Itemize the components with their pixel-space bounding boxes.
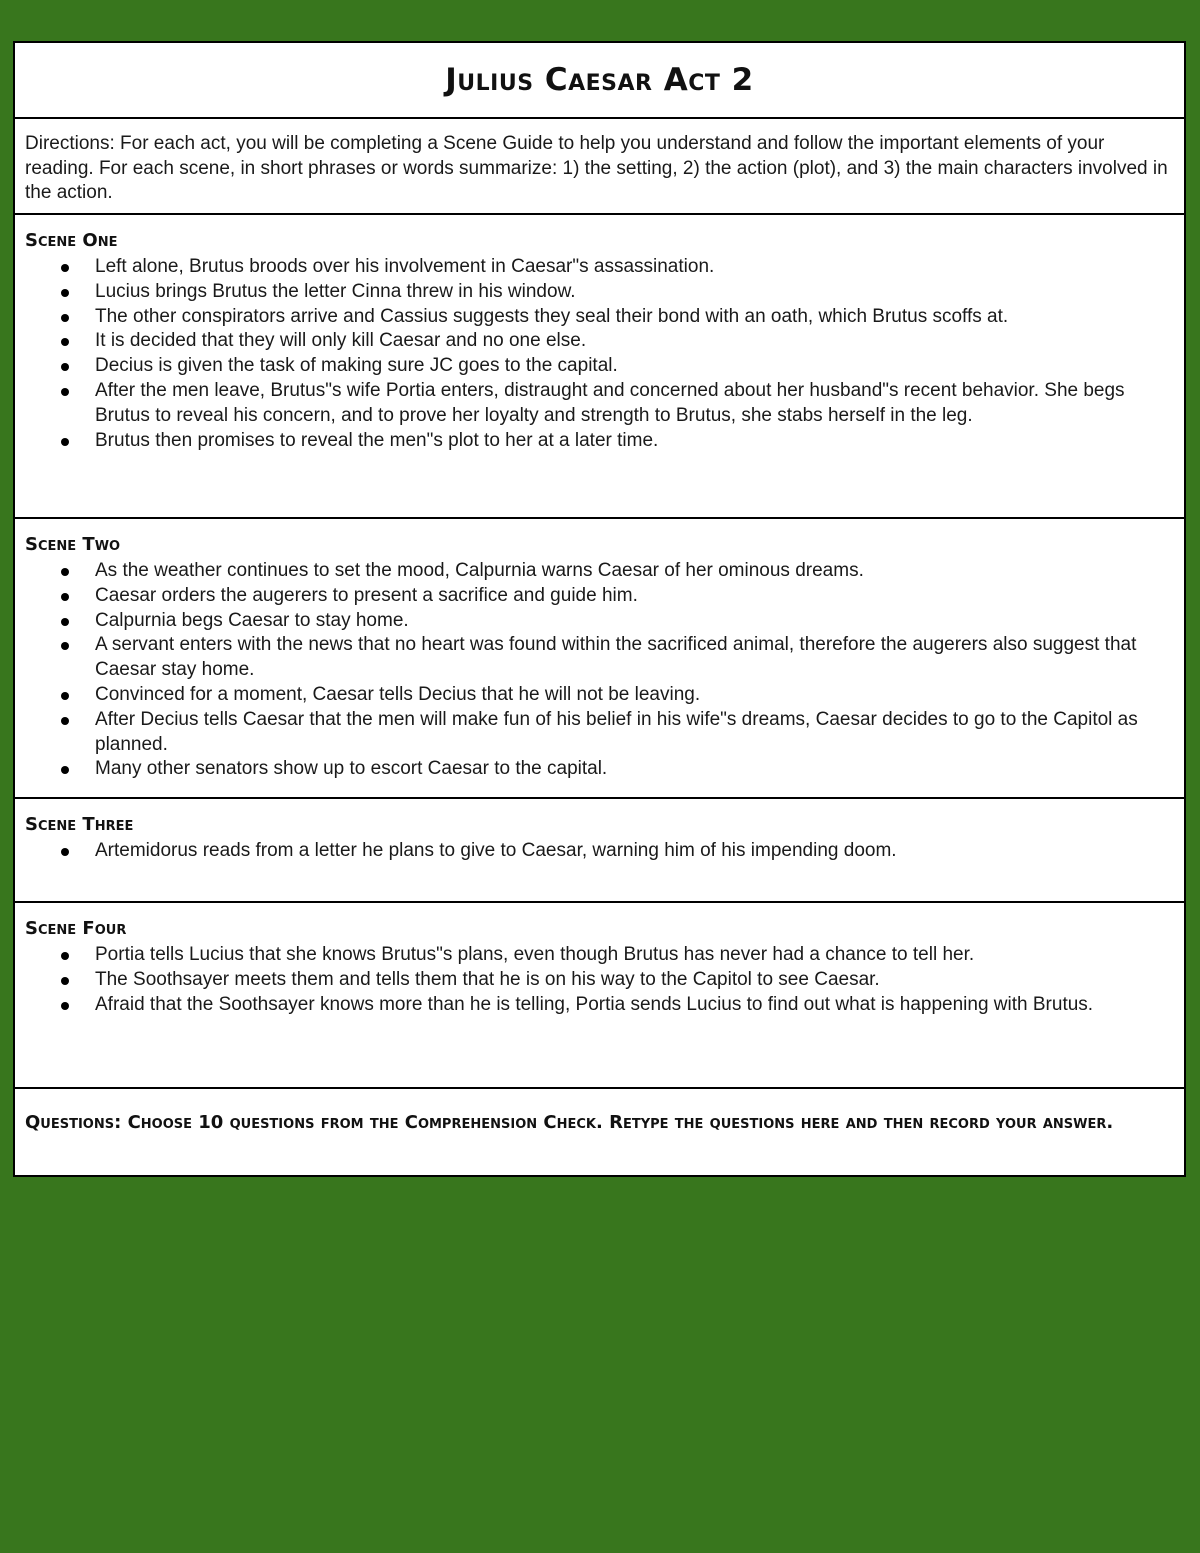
title-row	[15, 43, 1184, 119]
list-item	[95, 329, 1172, 354]
bullet-icon	[61, 952, 69, 960]
list-item-text: Artemidorus reads from a letter he plans to give to Caesar, warning him of his impending doom.	[95, 840, 897, 861]
bullet-icon	[61, 977, 69, 985]
scene-guide-sheet	[13, 41, 1186, 1177]
list-item-text: A servant enters with the news that no heart was found within the sacrificed animal, therefore the augerers also suggest that Caesar stay home.	[95, 634, 1137, 681]
scene-heading: Scene Four	[25, 918, 127, 939]
list-item-text: After the men leave, Brutus"s wife Portia enters, distraught and concerned about her husband"s recent behavior. She begs Brutus to reveal his concern, and to prove her loyalty and strength to Brutus, she stabs herself in the leg.	[95, 379, 1125, 426]
scene-four-section	[15, 903, 1184, 1089]
list-item	[95, 993, 1172, 1018]
list-item-text: Caesar orders the augerers to present a sacrifice and guide him.	[95, 584, 638, 606]
list-item	[95, 708, 1172, 758]
list-item	[95, 379, 1172, 429]
bullet-icon	[61, 642, 69, 650]
list-item-text: Convinced for a moment, Caesar tells Decius that he will not be leaving.	[95, 683, 701, 705]
list-item-text: After Decius tells Caesar that the men will make fun of his belief in his wife"s dreams, Caesar decides to go to the Capitol as planned.	[95, 708, 1138, 755]
bullet-icon	[61, 692, 69, 700]
scene-bullet-list	[25, 559, 1172, 782]
scene-bullet-list	[25, 839, 1172, 864]
list-item	[95, 757, 1172, 782]
scene-heading: Scene Three	[25, 814, 134, 835]
bullet-icon	[61, 363, 69, 371]
questions-instructions: Questions: Choose 10 questions from the Comprehension Check. Retype the questions here and then record your answer.	[25, 1112, 1114, 1133]
list-item	[95, 255, 1172, 280]
list-item	[95, 633, 1172, 683]
directions-row	[15, 119, 1184, 215]
bullet-icon	[61, 618, 69, 626]
list-item-text: Calpurnia begs Caesar to stay home.	[95, 609, 409, 631]
bullet-icon	[61, 438, 69, 446]
list-item-text: Many other senators show up to escort Caesar to the capital.	[95, 758, 608, 780]
scene-heading: Scene One	[25, 230, 118, 251]
bullet-icon	[61, 1002, 69, 1010]
directions-text: Directions: For each act, you will be completing a Scene Guide to help you understand and follow the important elements of your reading. For each scene, in short phrases or words summarize: 1) the setting, 2) the action (plot), and 3) the main characters involved in the action.	[25, 133, 1168, 203]
list-item	[95, 609, 1172, 634]
list-item	[95, 305, 1172, 330]
scene-two-section	[15, 519, 1184, 799]
list-item	[95, 943, 1172, 968]
list-item-text: As the weather continues to set the mood, Calpurnia warns Caesar of her ominous dreams.	[95, 560, 864, 581]
scene-bullet-list	[25, 255, 1172, 453]
list-item-text: The Soothsayer meets them and tells them that he is on his way to the Capitol to see Caesar.	[95, 968, 880, 990]
list-item-text: It is decided that they will only kill Caesar and no one else.	[95, 330, 587, 352]
list-item	[95, 429, 1172, 454]
bullet-icon	[61, 568, 69, 576]
list-item	[95, 354, 1172, 379]
bullet-icon	[61, 388, 69, 396]
page-title: Julius Caesar Act 2	[445, 62, 754, 98]
list-item	[95, 559, 1172, 584]
bullet-icon	[61, 338, 69, 346]
list-item	[95, 584, 1172, 609]
list-item	[95, 839, 1172, 864]
bullet-icon	[61, 593, 69, 601]
bullet-icon	[61, 289, 69, 297]
scene-one-section	[15, 215, 1184, 519]
list-item-text: Lucius brings Brutus the letter Cinna threw in his window.	[95, 280, 576, 302]
scene-heading: Scene Two	[25, 534, 121, 555]
bullet-icon	[61, 264, 69, 272]
bullet-icon	[61, 766, 69, 774]
list-item-text: Left alone, Brutus broods over his involvement in Caesar"s assassination.	[95, 256, 715, 277]
bullet-icon	[61, 848, 69, 856]
list-item-text: Brutus then promises to reveal the men"s plot to her at a later time.	[95, 429, 659, 451]
bullet-icon	[61, 314, 69, 322]
list-item	[95, 683, 1172, 708]
scene-bullet-list	[25, 943, 1172, 1017]
bullet-icon	[61, 717, 69, 725]
list-item-text: Afraid that the Soothsayer knows more than he is telling, Portia sends Lucius to find out what is happening with Brutus.	[95, 993, 1094, 1015]
list-item	[95, 280, 1172, 305]
questions-row	[15, 1089, 1184, 1175]
list-item-text: Portia tells Lucius that she knows Brutus"s plans, even though Brutus has never had a chance to tell her.	[95, 944, 975, 965]
scene-three-section	[15, 799, 1184, 903]
list-item-text: Decius is given the task of making sure JC goes to the capital.	[95, 355, 618, 377]
list-item	[95, 968, 1172, 993]
list-item-text: The other conspirators arrive and Cassius suggests they seal their bond with an oath, which Brutus scoffs at.	[95, 305, 1009, 327]
